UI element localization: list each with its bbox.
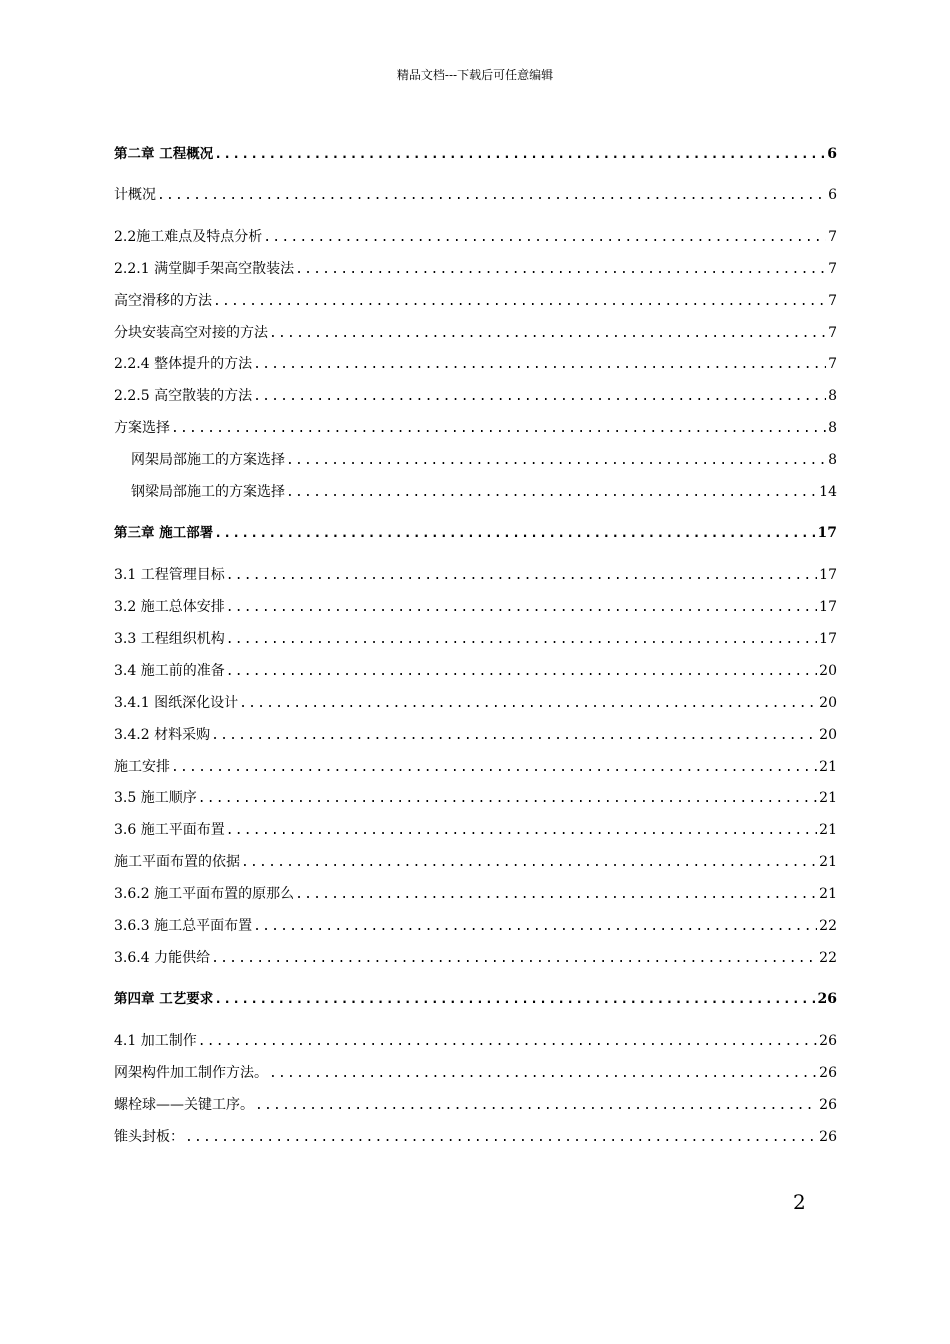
toc-dot-leader	[253, 386, 826, 408]
toc-entry-title: 2.2.5 高空散装的方法	[114, 388, 253, 404]
toc-entry-title: 3.4 施工前的准备	[114, 663, 225, 679]
toc-dot-leader	[185, 1127, 817, 1149]
toc-dot-leader	[226, 629, 817, 651]
page-number: 2	[793, 1190, 806, 1214]
toc-dot-leader	[198, 1031, 817, 1053]
toc-dot-leader	[226, 661, 817, 683]
toc-entry-page: 7	[828, 229, 837, 245]
toc-entry[interactable]	[131, 449, 837, 471]
toc-entry[interactable]	[114, 184, 837, 206]
toc-entry[interactable]	[114, 692, 837, 714]
toc-entry[interactable]	[114, 660, 837, 682]
toc-dot-leader	[226, 820, 817, 842]
toc-dot-leader	[255, 1095, 817, 1117]
toc-dot-leader	[269, 1063, 817, 1085]
toc-entry-title: 网架局部施工的方案选择	[131, 452, 285, 468]
toc-entry-page: 22	[819, 950, 837, 966]
toc-entry-title: 3.6 施工平面布置	[114, 822, 225, 838]
toc-entry[interactable]	[114, 385, 837, 407]
toc-entry-title: 锥头封板：	[114, 1129, 184, 1145]
toc-entry-page: 26	[819, 1129, 837, 1145]
toc-entry-title: 3.6.3 施工总平面布置	[114, 918, 253, 934]
toc-entry-title: 施工安排	[114, 759, 170, 775]
toc-entry[interactable]	[114, 1062, 837, 1084]
toc-entry-page: 17	[817, 525, 837, 541]
toc-entry[interactable]	[114, 258, 837, 280]
toc-entry-title: 2.2.4 整体提升的方法	[114, 356, 253, 372]
toc-entry-title: 2.2施工难点及特点分析	[114, 229, 263, 245]
toc-dot-leader	[214, 144, 825, 166]
toc-entry[interactable]	[114, 522, 837, 544]
toc-entry[interactable]	[114, 322, 837, 344]
toc-entry-page: 6	[828, 187, 837, 203]
toc-entry-title: 4.1 加工制作	[114, 1033, 197, 1049]
toc-entry[interactable]	[114, 915, 837, 937]
toc-entry-title: 第三章 施工部署	[114, 525, 214, 541]
toc-entry-page: 26	[819, 1033, 837, 1049]
toc-entry-title: 3.4.1 图纸深化设计	[114, 695, 239, 711]
toc-entry-title: 网架构件加工制作方法。	[114, 1065, 268, 1081]
toc-entry[interactable]	[114, 564, 837, 586]
toc-dot-leader	[286, 450, 826, 472]
page-header: 精品文档---下载后可任意编辑	[396, 68, 554, 82]
toc-entry[interactable]	[114, 417, 837, 439]
toc-entry-page: 21	[819, 822, 837, 838]
toc-dot-leader	[211, 948, 817, 970]
toc-entry-page: 17	[819, 599, 837, 615]
toc-entry-page: 20	[819, 727, 837, 743]
toc-entry[interactable]	[114, 353, 837, 375]
toc-entry-page: 21	[819, 759, 837, 775]
toc-entry-title: 3.6.2 施工平面布置的原那么	[114, 886, 295, 902]
toc-entry-title: 2.2.1 满堂脚手架高空散装法	[114, 261, 295, 277]
toc-entry-title: 计概况	[114, 187, 156, 203]
toc-dot-leader	[157, 185, 826, 207]
toc-entry-page: 8	[828, 388, 837, 404]
toc-entry-page: 7	[828, 356, 837, 372]
toc-dot-leader	[171, 418, 826, 440]
toc-entry[interactable]	[114, 1030, 837, 1052]
toc-entry-page: 26	[817, 991, 837, 1007]
toc-entry-title: 分块安装高空对接的方法	[114, 325, 268, 341]
toc-entry[interactable]	[114, 988, 837, 1010]
toc-dot-leader	[253, 354, 826, 376]
toc-dot-leader	[286, 482, 817, 504]
toc-dot-leader	[171, 757, 817, 779]
toc-entry-page: 20	[819, 695, 837, 711]
toc-entry[interactable]	[114, 143, 837, 165]
toc-entry[interactable]	[114, 756, 837, 778]
toc-entry[interactable]	[131, 481, 837, 503]
toc-dot-leader	[263, 227, 826, 249]
toc-entry-page: 8	[828, 420, 837, 436]
toc-entry-page: 17	[819, 631, 837, 647]
toc-entry-page: 26	[819, 1097, 837, 1113]
toc-entry[interactable]	[114, 1126, 837, 1148]
toc-dot-leader	[214, 989, 815, 1011]
toc-entry[interactable]	[114, 819, 837, 841]
toc-dot-leader	[198, 788, 817, 810]
toc-entry-title: 高空滑移的方法	[114, 293, 212, 309]
toc-entry[interactable]	[114, 883, 837, 905]
toc-entry[interactable]	[114, 851, 837, 873]
toc-dot-leader	[226, 565, 817, 587]
toc-entry-page: 21	[819, 886, 837, 902]
toc-entry-title: 施工平面布置的依据	[114, 854, 240, 870]
toc-entry-title: 3.4.2 材料采购	[114, 727, 211, 743]
toc-dot-leader	[253, 916, 817, 938]
toc-entry[interactable]	[114, 290, 837, 312]
toc-entry[interactable]	[114, 947, 837, 969]
toc-dot-leader	[226, 597, 817, 619]
toc-entry[interactable]	[114, 628, 837, 650]
toc-entry[interactable]	[114, 1094, 837, 1116]
toc-entry-page: 7	[828, 261, 837, 277]
toc-entry-title: 3.1 工程管理目标	[114, 567, 225, 583]
toc-entry-title: 3.2 施工总体安排	[114, 599, 225, 615]
toc-entry-page: 26	[819, 1065, 837, 1081]
toc-entry-page: 14	[819, 484, 837, 500]
toc-entry-page: 20	[819, 663, 837, 679]
toc-entry-page: 17	[819, 567, 837, 583]
toc-dot-leader	[241, 852, 817, 874]
toc-entry-page: 7	[828, 325, 837, 341]
toc-dot-leader	[214, 523, 815, 545]
toc-entry-title: 3.6.4 力能供给	[114, 950, 211, 966]
toc-entry-title: 3.3 工程组织机构	[114, 631, 225, 647]
toc-entry-title: 钢梁局部施工的方案选择	[131, 484, 285, 500]
toc-entry-title: 3.5 施工顺序	[114, 790, 197, 806]
toc-dot-leader	[211, 725, 817, 747]
toc-entry-page: 7	[828, 293, 837, 309]
toc-entry[interactable]	[114, 724, 837, 746]
toc-entry-page: 22	[819, 918, 837, 934]
toc-dot-leader	[295, 884, 817, 906]
toc-entry-page: 6	[827, 146, 837, 162]
toc-entry-page: 21	[819, 790, 837, 806]
toc-entry[interactable]	[114, 226, 837, 248]
toc-entry-page: 8	[828, 452, 837, 468]
toc-dot-leader	[213, 291, 826, 313]
toc-entry-title: 螺栓球——关键工序。	[114, 1097, 254, 1113]
toc-entry[interactable]	[114, 596, 837, 618]
toc-entry[interactable]	[114, 787, 837, 809]
toc-dot-leader	[269, 323, 826, 345]
toc-entry-title: 第二章 工程概况	[114, 146, 214, 162]
toc-entry-title: 方案选择	[114, 420, 170, 436]
toc-entry-page: 21	[819, 854, 837, 870]
toc-entry-title: 第四章 工艺要求	[114, 991, 214, 1007]
toc-dot-leader	[295, 259, 826, 281]
toc-dot-leader	[239, 693, 817, 715]
